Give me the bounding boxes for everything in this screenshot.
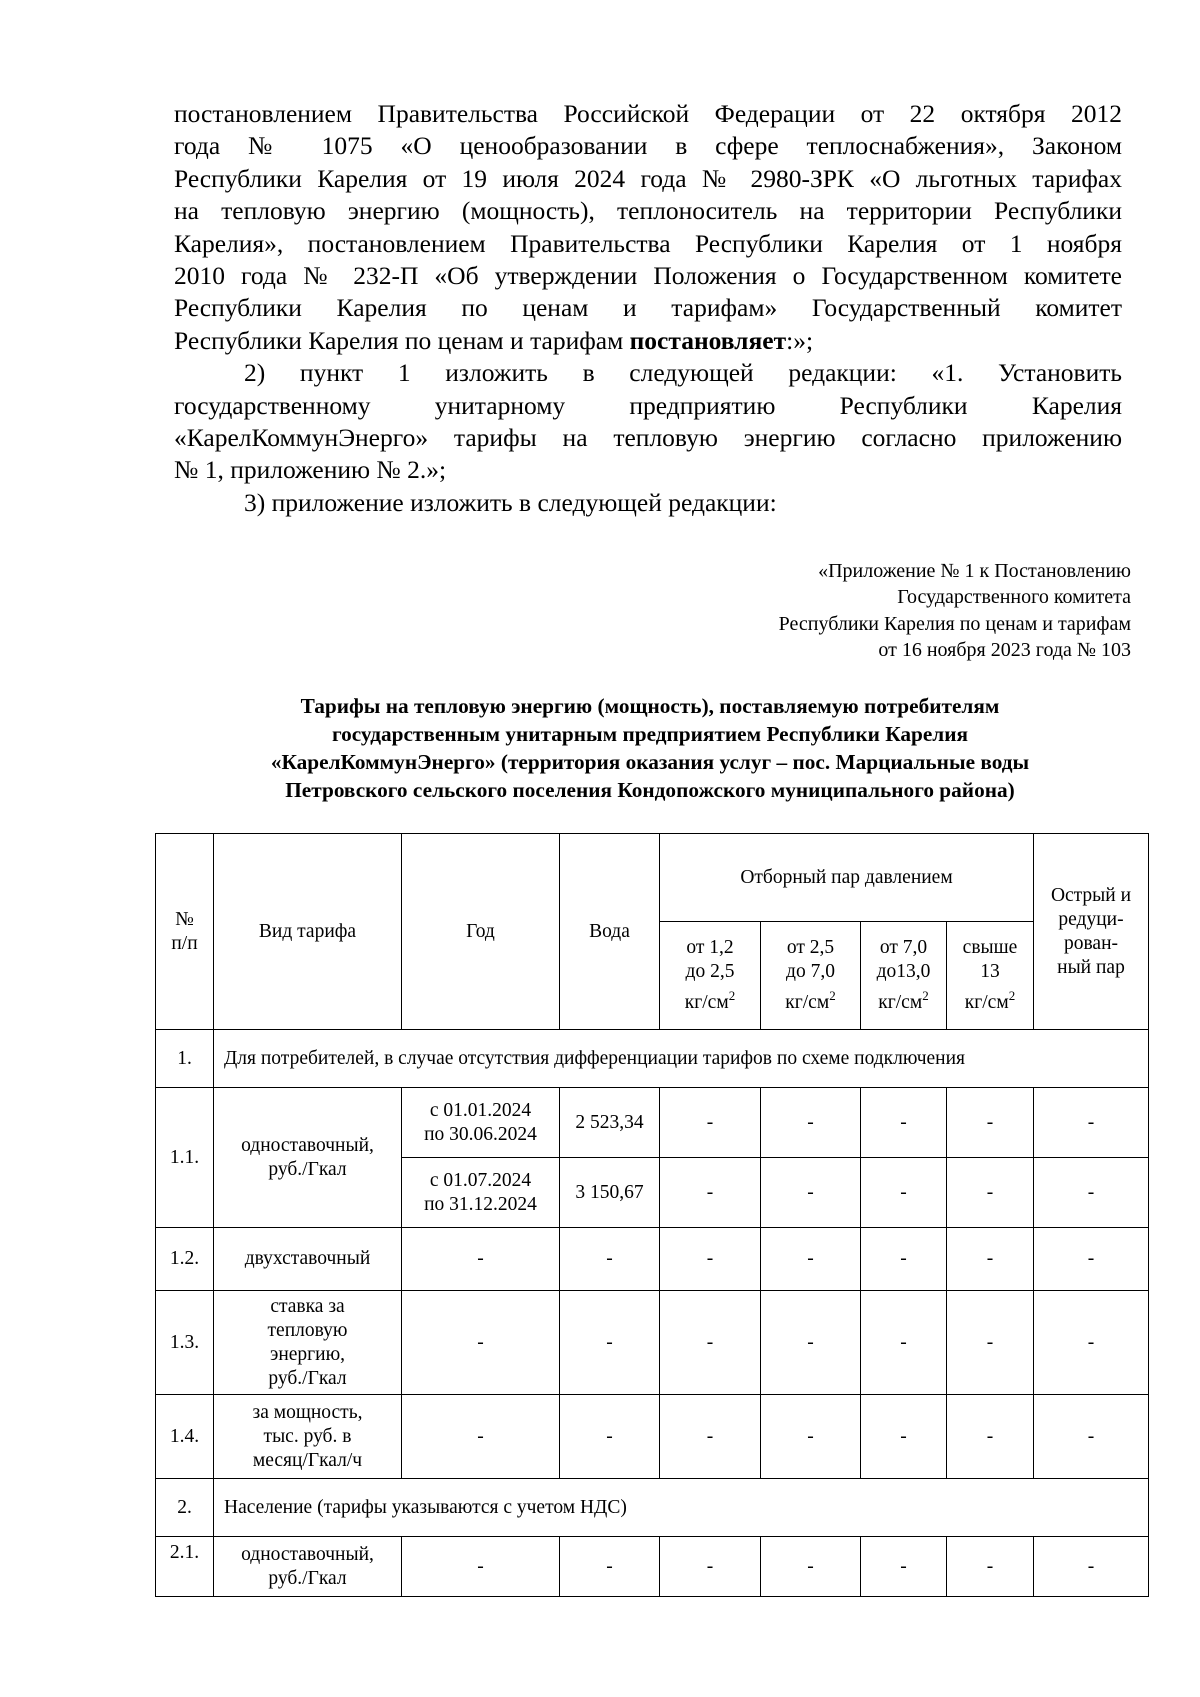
cell-dash: -	[660, 1228, 761, 1291]
row-period: с 01.01.2024 по 30.06.2024	[402, 1088, 560, 1158]
cell-dash: -	[402, 1291, 560, 1395]
row-num: 1.4.	[156, 1395, 214, 1479]
table-title	[120, 692, 1180, 804]
text-line: 3) приложение изложить в следующей редакции:	[244, 487, 777, 517]
text-line: «КарелКоммунЭнерго» тарифы на тепловую энергию согласно приложению	[174, 423, 1122, 453]
row-type: одноставочный, руб./Гкал	[214, 1537, 402, 1597]
cell-dash: -	[660, 1537, 761, 1597]
cell-dash: -	[1034, 1228, 1149, 1291]
text-line: на тепловую энергию (мощность), теплоноситель на территории Республики	[174, 196, 1122, 226]
table-row	[156, 1228, 1149, 1291]
cell-dash: -	[660, 1088, 761, 1158]
cell-dash: -	[861, 1228, 947, 1291]
cell-dash: -	[947, 1088, 1034, 1158]
row-water-value: 2 523,34	[560, 1088, 660, 1158]
cell-dash: -	[861, 1291, 947, 1395]
text-line: № 1, приложению № 2.»;	[174, 455, 447, 485]
table-row	[156, 1537, 1149, 1597]
text-line: Карелия», постановлением Правительства Республики Карелия от 1 ноября	[174, 228, 1122, 258]
text-line-last	[174, 325, 1122, 357]
section-text: Для потребителей, в случае отсутствия дифференциации тарифов по схеме подключения	[214, 1030, 1149, 1088]
header-water: Вода	[560, 834, 660, 1030]
cell-dash: -	[1034, 1088, 1149, 1158]
row-type: ставка за тепловую энергию, руб./Гкал	[214, 1291, 402, 1395]
cell-dash: -	[947, 1395, 1034, 1479]
cell-dash: -	[1034, 1395, 1149, 1479]
cell-dash: -	[660, 1158, 761, 1228]
header-steam: Отборный пар давлением	[660, 834, 1034, 922]
header-pressure-2: от 2,5 до 7,0 $кг/см^2$	[761, 922, 861, 1030]
cell-dash: -	[761, 1537, 861, 1597]
cell-dash: -	[402, 1537, 560, 1597]
cell-dash: -	[861, 1158, 947, 1228]
table-row	[156, 1088, 1149, 1158]
row-type: одноставочный, руб./Гкал	[214, 1088, 402, 1228]
row-type: двухставочный	[214, 1228, 402, 1291]
row-num: 1.3.	[156, 1291, 214, 1395]
text-line: постановлением Правительства Российской Федерации от 22 октября 2012	[174, 99, 1122, 128]
cell-dash: -	[660, 1291, 761, 1395]
cell-dash: -	[861, 1395, 947, 1479]
row-period: с 01.07.2024 по 31.12.2024	[402, 1158, 560, 1228]
table-header-row	[156, 834, 1149, 922]
row-num: 1.1.	[156, 1088, 214, 1228]
header-pressure-3: от 7,0 до13,0 $кг/см^2$	[861, 922, 947, 1030]
table-row	[156, 1395, 1149, 1479]
header-type: Вид тарифа	[214, 834, 402, 1030]
appendix-line: от 16 ноября 2023 года № 103	[878, 639, 1131, 662]
title-line: государственным унитарным предприятием Республики Карелия	[331, 722, 969, 746]
header-year: Год	[402, 834, 560, 1030]
cell-dash: -	[947, 1158, 1034, 1228]
header-pressure-4: свыше 13 $кг/см^2$	[947, 922, 1034, 1030]
row-num: 1.2.	[156, 1228, 214, 1291]
title-line: Тарифы на тепловую энергию (мощность), поставляемую потребителям	[300, 694, 1000, 718]
cell-dash: -	[761, 1291, 861, 1395]
cell-dash: -	[861, 1537, 947, 1597]
text-bold-decree: постановляет	[629, 325, 787, 355]
text-line: года № 1075 «О ценообразовании в сфере теплоснабжения», Законом	[174, 131, 1122, 161]
cell-dash: -	[560, 1291, 660, 1395]
cell-dash: -	[660, 1395, 761, 1479]
cell-dash: -	[402, 1228, 560, 1291]
tariff-table	[155, 833, 1149, 1597]
appendix-line: Государственного комитета	[897, 586, 1131, 609]
cell-dash: -	[1034, 1537, 1149, 1597]
table-section-row	[156, 1030, 1149, 1088]
appendix-header	[779, 558, 1131, 664]
cell-dash: -	[1034, 1158, 1149, 1228]
table-row	[156, 1291, 1149, 1395]
cell-dash: -	[1034, 1291, 1149, 1395]
table-section-row	[156, 1479, 1149, 1537]
cell-dash: -	[560, 1537, 660, 1597]
cell-dash: -	[947, 1228, 1034, 1291]
cell-dash: -	[560, 1395, 660, 1479]
header-pressure-1: от 1,2 до 2,5 $кг/см^2$	[660, 922, 761, 1030]
row-num: 1.	[156, 1030, 214, 1088]
cell-dash: -	[402, 1395, 560, 1479]
text-line: 2010 года № 232-П «Об утверждении Положения о Государственном комитете	[174, 261, 1122, 291]
text-line: Республики Карелия по ценам и тарифам» Государственный комитет	[174, 293, 1122, 323]
cell-dash: -	[861, 1088, 947, 1158]
cell-dash: -	[761, 1158, 861, 1228]
cell-dash: -	[947, 1537, 1034, 1597]
cell-dash: -	[560, 1228, 660, 1291]
title-line: «КарелКоммунЭнерго» (территория оказания услуг – пос. Марциальные воды	[270, 750, 1030, 774]
cell-dash: -	[947, 1291, 1034, 1395]
text-line: 2) пункт 1 изложить в следующей редакции: «1. Установить	[244, 358, 1122, 388]
text-fragment: Республики Карелия по ценам и тарифам	[174, 325, 630, 355]
cell-dash: -	[761, 1395, 861, 1479]
cell-dash: -	[761, 1088, 861, 1158]
row-num: 2.	[156, 1479, 214, 1537]
cell-dash: -	[761, 1228, 861, 1291]
appendix-line: «Приложение № 1 к Постановлению	[818, 560, 1131, 582]
paragraph-preamble	[174, 98, 1122, 519]
row-type: за мощность, тыс. руб. в месяц/Гкал/ч	[214, 1395, 402, 1479]
text-fragment: :»;	[786, 325, 814, 355]
text-line: Республики Карелия от 19 июля 2024 года № 2980-ЗРК «О льготных тарифах	[174, 163, 1122, 193]
row-num: 2.1.	[156, 1537, 214, 1597]
header-sharp-steam: Острый и редуци- рован- ный пар	[1034, 834, 1149, 1030]
row-water-value: 3 150,67	[560, 1158, 660, 1228]
appendix-line: Республики Карелия по ценам и тарифам	[778, 612, 1131, 635]
section-text: Население (тарифы указываются с учетом НДС)	[214, 1479, 1149, 1537]
text-line: государственному унитарному предприятию Республики Карелия	[174, 390, 1122, 420]
title-line: Петровского сельского поселения Кондопожского муниципального района)	[285, 778, 1015, 802]
header-num: № п/п	[156, 834, 214, 1030]
